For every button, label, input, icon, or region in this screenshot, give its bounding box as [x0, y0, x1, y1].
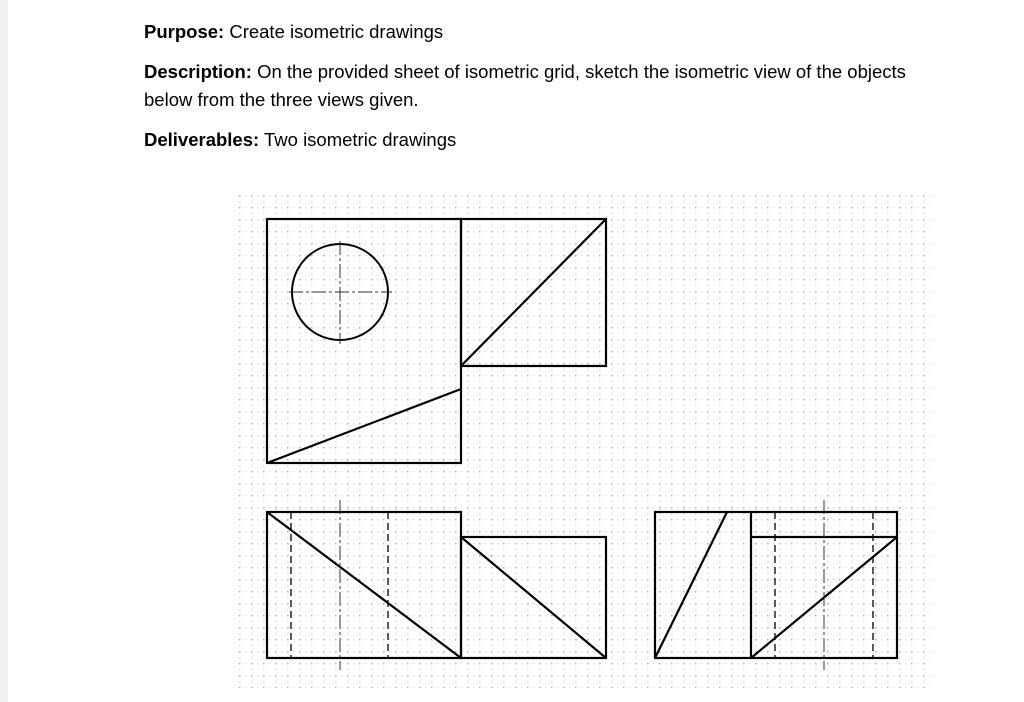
deliverables-label: Deliverables: [144, 129, 260, 150]
purpose-label: Purpose: [144, 21, 225, 42]
deliverables-text: Two isometric drawings [264, 129, 457, 150]
description-text: On the provided sheet of isometric grid, sketch the isometric view of the objects below from the three views given. [144, 61, 906, 110]
purpose-text: Create isometric drawings [229, 21, 444, 42]
description-label: Description: [144, 61, 252, 82]
